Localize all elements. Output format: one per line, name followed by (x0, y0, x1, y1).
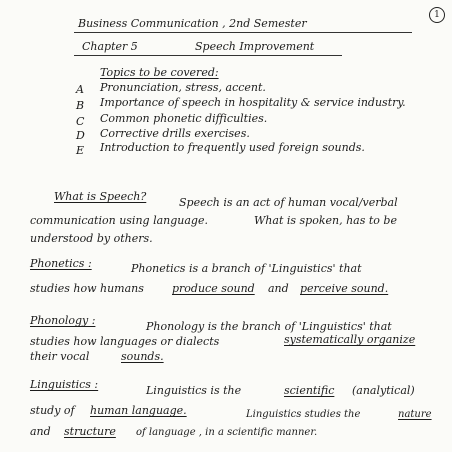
linguistics-line-2a: study of (30, 404, 75, 417)
topic-item-d: Corrective drills exercises. (100, 127, 250, 140)
linguistics-line-1a: Linguistics is the (146, 384, 242, 397)
header-rule-top (74, 32, 412, 33)
speech-line-3: understood by others. (30, 232, 153, 245)
linguistics-heading: Linguistics : (30, 378, 99, 391)
topics-heading: Topics to be covered: (100, 66, 219, 79)
phonology-heading: Phonology : (30, 314, 96, 327)
phonetics-line-2c: and (268, 282, 289, 295)
phonology-line-2a: studies how languages or dialects (30, 335, 220, 348)
linguistics-line-3a: and (30, 425, 51, 438)
linguistics-line-3c: of language , in a scientific manner. (136, 427, 318, 438)
topic-letter-b: B (76, 99, 85, 112)
phonetics-line-2a: studies how humans (30, 282, 144, 295)
course-title: Business Communication , 2nd Semester (78, 17, 307, 30)
speech-line-2b: What is spoken, has to be (254, 214, 397, 227)
topic-letter-c: C (76, 115, 85, 128)
phonology-line-3a: their vocal (30, 350, 90, 363)
header-rule-bottom (74, 55, 342, 56)
linguistics-line-2b: human language. (90, 404, 187, 417)
topic-item-b: Importance of speech in hospitality & service industry. (100, 96, 406, 109)
topic-item-c: Common phonetic difficulties. (100, 112, 268, 125)
chapter-title: Speech Improvement (195, 40, 315, 53)
topic-letter-d: D (76, 129, 85, 142)
linguistics-line-1b: scientific (284, 384, 335, 397)
linguistics-line-2c: Linguistics studies the (246, 409, 361, 420)
phonetics-heading: Phonetics : (30, 257, 92, 270)
phonetics-line-2d: perceive sound. (300, 282, 389, 295)
topic-item-e: Introduction to frequently used foreign sounds. (100, 141, 365, 154)
speech-line-2: communication using language. (30, 214, 208, 227)
phonetics-line-1: Phonetics is a branch of 'Linguistics' that (131, 262, 362, 275)
linguistics-line-2d: nature (398, 409, 432, 420)
linguistics-line-3b: structure (64, 425, 116, 438)
topic-letter-a: A (76, 83, 84, 96)
chapter-label: Chapter 5 (82, 40, 138, 53)
page-number: 1 (429, 7, 445, 23)
topic-item-a: Pronunciation, stress, accent. (100, 81, 266, 94)
phonology-line-3b: sounds. (121, 350, 164, 363)
phonology-line-1: Phonology is the branch of 'Linguistics' that (146, 320, 392, 333)
phonology-line-2b: systematically organize (284, 333, 416, 346)
phonetics-line-2b: produce sound (172, 282, 255, 295)
speech-heading: What is Speech? (54, 190, 147, 203)
linguistics-line-1c: (analytical) (352, 384, 415, 397)
topic-letter-e: E (76, 144, 85, 157)
speech-line-1: Speech is an act of human vocal/verbal (179, 196, 398, 209)
